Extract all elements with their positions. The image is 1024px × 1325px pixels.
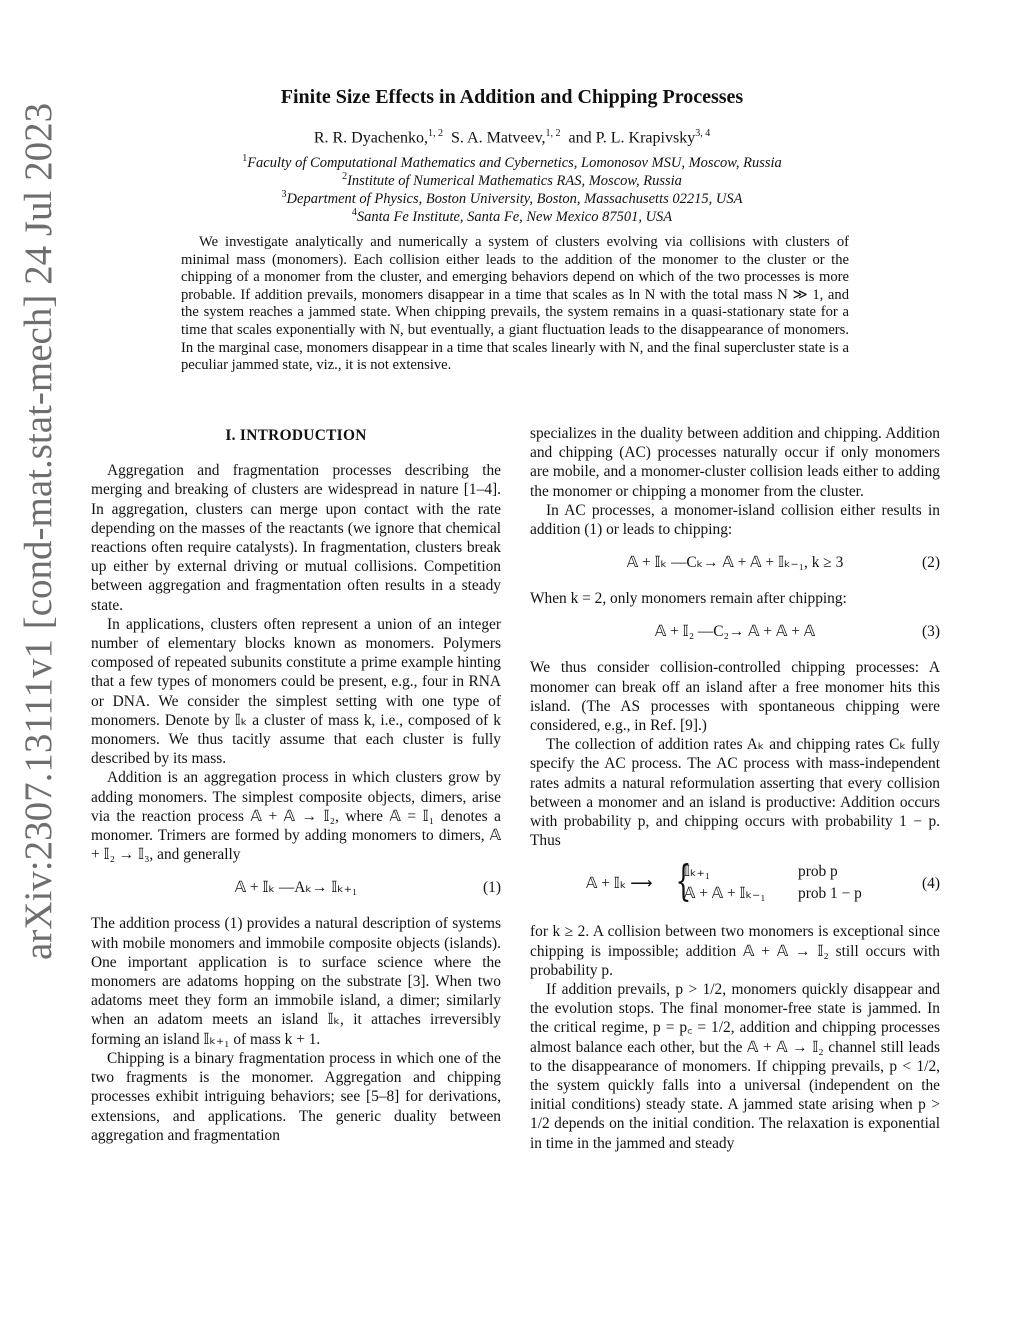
author-3-sup: 3, 4 <box>695 128 711 139</box>
author-1-sup: 1, 2 <box>428 128 444 139</box>
paragraph: for k ≥ 2. A collision between two monomers is exceptional since chipping is impossible; addition 𝔸 + 𝔸 → 𝕀₂ still occurs with probability p. <box>530 923 940 979</box>
equation-3: 𝔸 + 𝕀₂ —C₂→ 𝔸 + 𝔸 + 𝔸 (3) <box>654 623 940 641</box>
paragraph: Aggregation and fragmentation processes describing the merging and breaking of clusters are widespread in nature [1–4]. In aggregation, clusters can merge upon contact with the rate depending on the masses of the reactants (we ignore that chemical reactions often require catalysts). In fragmentation, clusters break up either by external driving or mutual collisions. Competition between aggregation and fragmentation often results in a steady state. <box>91 462 501 614</box>
affiliation-3: $^3$Department of Physics, Boston University, Boston, Massachusetts 02215, USA <box>281 189 743 207</box>
section-heading: I. INTRODUCTION <box>225 427 367 444</box>
left-brace: { <box>675 856 692 906</box>
arxiv-identifier: arXiv:2307.13111v1 [cond-mat.stat-mech] 24 Jul 2023 <box>17 102 60 960</box>
author-2-sup: 1, 2 <box>545 128 561 139</box>
paragraph: The collection of addition rates Aₖ and chipping rates Cₖ fully specify the AC process. The AC process with mass-independent rates admits a natural reformulation asserting that every collision between a monomer and an island is productive: Addition occurs with probability p, and chipping occurs with probability 1 − p. Thus <box>530 736 940 850</box>
paragraph: When k = 2, only monomers remain after chipping: <box>530 590 847 608</box>
paragraph: In applications, clusters often represent a union of an integer number of elementary blocks known as monomers. Polymers composed of repeated subunits constitute a prime example hinting that a few types of monomers could be present, e.g., four in RNA or DNA. We consider the simplest setting with one type of monomers. Denote by 𝕀ₖ a cluster of mass k, i.e., composed of k monomers. We thus tacitly assume that each cluster is fully described by its mass. <box>91 615 501 768</box>
paragraph: In AC processes, a monomer-island collision either results in addition (1) or leads to chipping: <box>530 501 940 539</box>
author-1: R. R. Dyachenko, <box>313 129 429 147</box>
right-column <box>530 424 940 1153</box>
affiliation-1: $^1$Faculty of Computational Mathematics and Cybernetics, Lomonosov MSU, Moscow, Russia <box>242 153 782 171</box>
author-2: S. A. Matveev, <box>451 129 546 147</box>
equation-2: 𝔸 + 𝕀ₖ —Cₖ→ 𝔸 + 𝔸 + 𝕀ₖ₋₁, k ≥ 3 (2) <box>626 554 940 572</box>
author-3: and P. L. Krapivsky <box>568 129 696 147</box>
equation-1: 𝔸 + 𝕀ₖ —Aₖ→ 𝕀ₖ₊₁ (1) <box>234 879 501 897</box>
affiliation-2: $^2$Institute of Numerical Mathematics RAS, Moscow, Russia <box>342 171 682 189</box>
equation-4: 𝔸 + 𝕀ₖ ⟶ { 𝕀ₖ₊₁ 𝔸 + 𝔸 + 𝕀ₖ₋₁ prob p prob 1 − p (4) <box>586 856 940 906</box>
paragraph: specializes in the duality between addition and chipping. Addition and chipping (AC) processes naturally occur if only monomers are mobile, and a monomer-cluster collision leads either to adding the monomer or chipping a monomer from the cluster. <box>530 425 940 500</box>
paper-title: Finite Size Effects in Addition and Chipping Processes <box>280 86 744 108</box>
paragraph: Chipping is a binary fragmentation process in which one of the two fragments is the monomer. Aggregation and chipping processes exhibit intriguing behaviors; see [5–8] for derivations, extensions, and applications. The generic duality between aggregation and fragmentation <box>91 1049 501 1144</box>
left-column <box>91 424 501 1145</box>
paragraph: Addition is an aggregation process in which clusters grow by adding monomers. The simplest composite objects, dimers, arise via the reaction process 𝔸 + 𝔸 → 𝕀₂, where 𝔸 = 𝕀₁ denotes a monomer. Trimers are formed by adding monomers to dimers, 𝔸 + 𝕀₂ → 𝕀₃, and generally <box>91 769 501 864</box>
paragraph: If addition prevails, p > 1/2, monomers quickly disappear and the evolution stops. The final monomer-free state is jammed. In the critical regime, p = p꜀ = 1/2, addition and chipping processes almost balance each other, but the 𝔸 + 𝔸 → 𝕀₂ channel still leads to the disappearance of monomers. If chipping prevails, p < 1/2, the system quickly falls into a universal (independent on the initial conditions) steady state. A jammed state arising when p > 1/2 depends on the initial condition. The relaxation is exponential in time in the jammed and steady <box>530 981 940 1152</box>
paragraph: We thus consider collision-controlled chipping processes: A monomer can break off an island after a free monomer hits this island. (The AS processes with spontaneous chipping were considered, e.g., in Ref. [9].) <box>530 659 940 735</box>
abstract: We investigate analytically and numerically a system of clusters evolving via collisions with clusters of minimal mass (monomers). Each collision either leads to the addition of the monomer to the cluster or the chipping of a monomer from the cluster, and emerging behaviors depend on which of the two processes is more probable. If addition prevails, monomers disappear in a time that scales as ln N with the total mass N ≫ 1, and the system reaches a jammed state. When chipping prevails, the system remains in a quasi-stationary state for a time that scales exponentially with N, but eventually, a giant fluctuation leads to the disappearance of monomers. In the marginal case, monomers disappear in a time that scales linearly with N, and the final supercluster state is a peculiar jammed state, viz., it is not extensive. <box>181 234 849 374</box>
paragraph: The addition process (1) provides a natural description of systems with mobile monomers and immobile composite objects (islands). One important application is to surface science where the monomers are adatoms hopping on the substrate [3]. When two adatoms meet they form an immobile island, a dimer; similarly when an adatom meets an island 𝕀ₖ, it attaches irreversibly forming an island 𝕀ₖ₊₁ of mass k + 1. <box>91 915 501 1048</box>
affiliation-4: $^4$Santa Fe Institute, Santa Fe, New Mexico 87501, USA <box>351 207 673 225</box>
author-line <box>0 128 1024 147</box>
